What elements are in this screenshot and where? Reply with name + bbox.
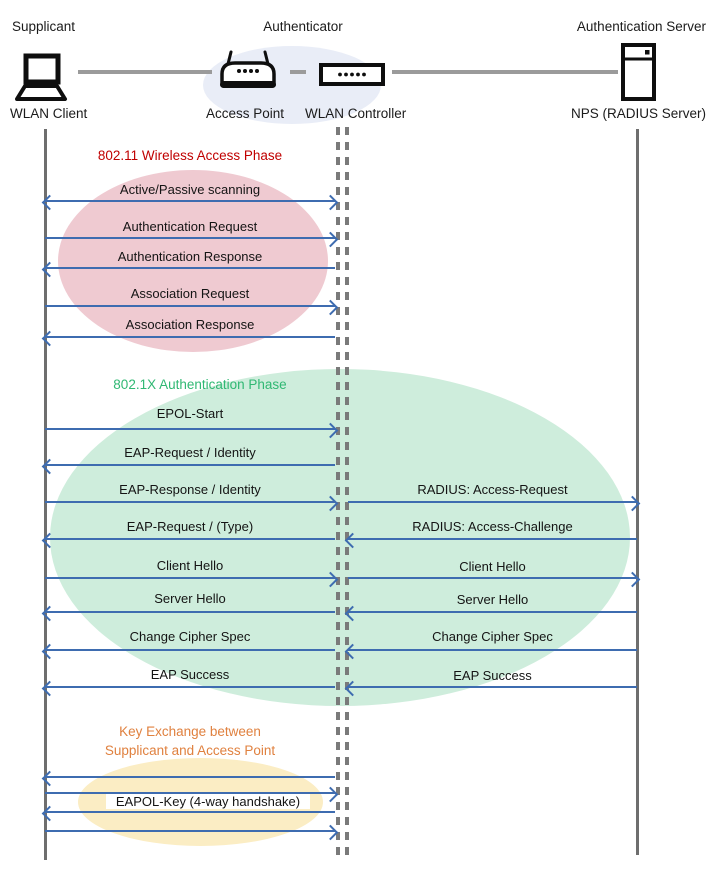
arrow-change-cipher-right [348, 649, 637, 651]
node-label-access-point: Access Point [205, 106, 285, 121]
arrow-authentication-response [45, 267, 335, 269]
arrow-epol-start [45, 428, 335, 430]
msg-label-authentication-response: Authentication Response [117, 249, 263, 264]
access-point-icon [215, 49, 281, 98]
connector-line-segment [392, 70, 618, 74]
msg-label-radius-access-challenge: RADIUS: Access-Challenge [412, 519, 573, 534]
arrow-eap-request-identity [45, 464, 335, 466]
msg-label-client-hello-left: Client Hello [156, 558, 224, 573]
arrow-eap-success-right [348, 686, 637, 688]
msg-label-client-hello-right: Client Hello [459, 559, 526, 574]
phase3-title-line1: Key Exchange between [119, 724, 261, 739]
arrow-association-request [45, 305, 335, 307]
msg-label-eap-response-identity: EAP-Response / Identity [119, 482, 261, 497]
msg-label-change-cipher-right: Change Cipher Spec [432, 629, 553, 644]
arrow-client-hello-left [45, 577, 335, 579]
arrow-eapol-key-3 [45, 811, 335, 813]
laptop-icon [14, 53, 68, 110]
controller-lifeline-left [336, 127, 340, 855]
role-label-authenticator: Authenticator [263, 19, 343, 34]
arrow-client-hello-right [348, 577, 637, 579]
phase2-title: 802.1X Authentication Phase [113, 377, 287, 392]
role-label-authentication-server: Authentication Server [576, 19, 706, 34]
arrow-server-hello-left [45, 611, 335, 613]
arrow-server-hello-right [348, 611, 637, 613]
msg-label-server-hello-left: Server Hello [154, 591, 226, 606]
phase3-title-line2: Supplicant and Access Point [104, 743, 276, 758]
msg-label-association-request: Association Request [130, 286, 250, 301]
msg-label-authentication-request: Authentication Request [122, 219, 258, 234]
connector-line-segment [290, 70, 306, 74]
msg-label-epol-start: EPOL-Start [156, 406, 224, 421]
arrow-eapol-key-4 [45, 830, 335, 832]
connector-line-segment [78, 70, 212, 74]
arrow-eap-success-left [45, 686, 335, 688]
arrow-radius-access-challenge [348, 538, 637, 540]
msg-label-change-cipher-left: Change Cipher Spec [129, 629, 251, 644]
arrow-eap-response-identity [45, 501, 335, 503]
msg-label-scanning: Active/Passive scanning [119, 182, 261, 197]
wlan-controller-icon [319, 63, 385, 91]
arrow-association-response [45, 336, 335, 338]
msg-label-association-response: Association Response [125, 317, 255, 332]
msg-label-eap-request-identity: EAP-Request / Identity [124, 445, 256, 460]
msg-label-server-hello-right: Server Hello [456, 592, 529, 607]
role-label-supplicant: Supplicant [12, 19, 76, 34]
server-icon [621, 43, 656, 106]
arrow-radius-access-request [348, 501, 637, 503]
phase1-title: 802.11 Wireless Access Phase [97, 148, 283, 163]
msg-label-eapol-key: EAPOL-Key (4-way handshake) [106, 794, 310, 809]
phase3-title [45, 722, 335, 760]
arrow-eapol-key-1 [45, 776, 335, 778]
node-label-wlan-controller: WLAN Controller [305, 106, 407, 121]
node-label-nps: NPS (RADIUS Server) [570, 106, 706, 121]
msg-label-eap-request-type: EAP-Request / (Type) [126, 519, 254, 534]
arrow-eap-request-type [45, 538, 335, 540]
arrow-authentication-request [45, 237, 335, 239]
arrow-scanning [45, 200, 335, 202]
msg-label-radius-access-request: RADIUS: Access-Request [417, 482, 568, 497]
arrow-change-cipher-left [45, 649, 335, 651]
msg-label-eap-success-left: EAP Success [150, 667, 230, 682]
node-label-wlan-client: WLAN Client [10, 106, 88, 121]
msg-label-eap-success-right: EAP Success [453, 668, 532, 683]
